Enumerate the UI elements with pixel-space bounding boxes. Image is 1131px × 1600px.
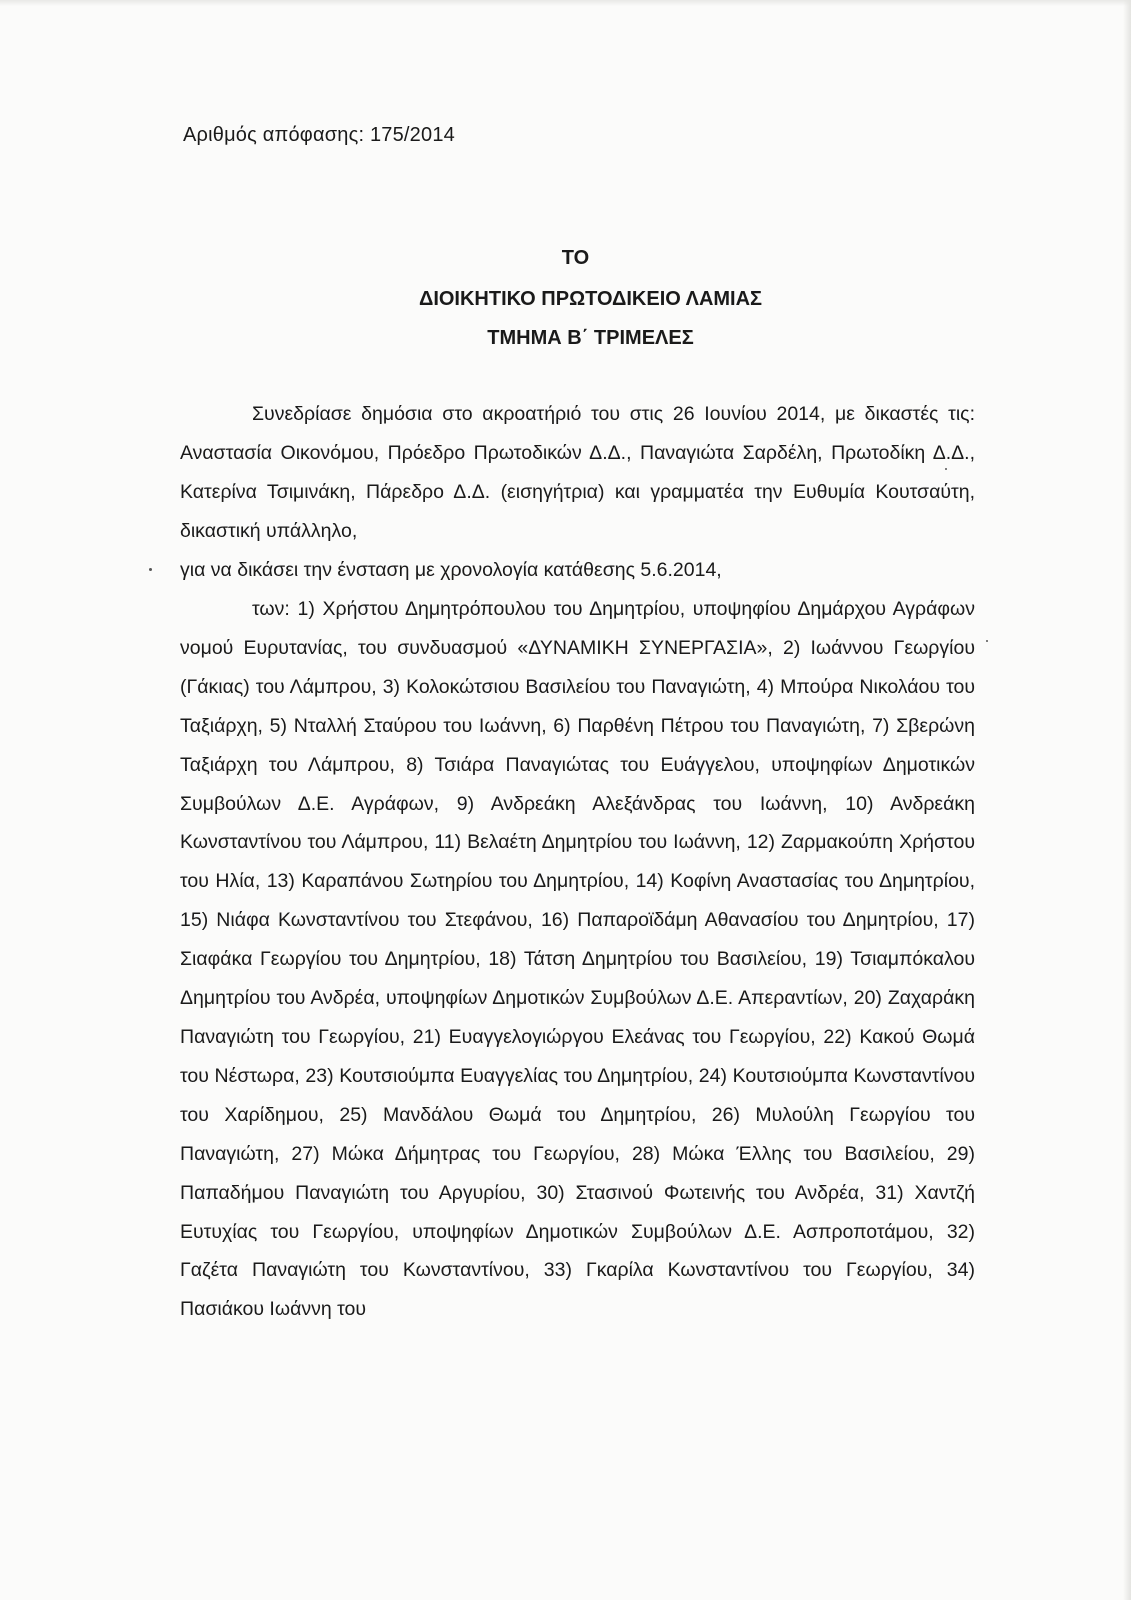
scan-edge-right [1123, 0, 1131, 1600]
scan-speck [945, 468, 947, 470]
heading-court-section: ΤΜΗΜΑ Β΄ ΤΡΙΜΕΛΕΣ [487, 327, 694, 349]
scan-speck [986, 640, 988, 642]
heading-court-name: ΔΙΟΙΚΗΤΙΚΟ ΠΡΩΤΟΔΙΚΕΙΟ ΛΑΜΙΑΣ [418, 288, 763, 310]
parties-paragraph: των: 1) Χρήστου Δημητρόπουλου του Δημητρίου, υποψηφίου Δημάρχου Αγράφων νομού Ευρυτανίας, του συνδυασμού «ΔΥΝΑΜΙΚΗ ΣΥΝΕΡΓΑΣΙΑ», 2) Ιωάννου Γεωργίου (Γάκιας) του Λάμπρου, 3) Κολοκώτσιου Βασιλείου του Παναγιώτη, 4) Μπούρα Νικολάου του Ταξιάρχη, 5) Νταλλή Σταύρου του Ιωάννη, 6) Παρθένη Πέτρου του Παναγιώτη, 7) Σβερώνη Ταξιάρχη του Λάμπρου, 8) Τσιάρα Παναγιώτας του Ευάγγελου, υποψηφίων Δημοτικών Συμβούλων Δ.Ε. Αγράφων, 9) Ανδρεάκη Αλεξάνδρας του Ιωάννη, 10) Ανδρεάκη Κωνσταντίνου του Λάμπρου, 11) Βελαέτη Δημητρίου του Ιωάννη, 12) Ζαρμακούπη Χρήστου του Ηλία, 13) Καραπάνου Σωτηρίου του Δημητρίου, 14) Κοφίνη Αναστασίας του Δημητρίου, 15) Νιάφα Κωνσταντίνου του Στεφάνου, 16) Παπαροϊδάμη Αθανασίου του Δημητρίου, 17) Σιαφάκα Γεωργίου του Δημητρίου, 18) Τάτση Δημητρίου του Βασιλείου, 19) Τσιαμπόκαλου Δημητρίου του Ανδρέα, υποψηφίων Δημοτικών Συμβούλων Δ.Ε. Απεραντίων, 20) Ζαχαράκη Παναγιώτη του Γεωργίου, 21) Ευαγγελογιώργου Ελεάνας του Γεωργίου, 22) Κακού Θωμά του Νέστωρα, 23) Κουτσιούμπα Ευαγγελίας του Δημητρίου, 24) Κουτσιούμπα Κωνσταντίνου του Χαρίδημου, 25) Μανδάλου Θωμά του Δημητρίου, 26) Μυλούλη Γεωργίου του Παναγιώτη, 27) Μώκα Δήμητρας του Γεωργίου, 28) Μώκα Έλλης του Βασιλείου, 29) Παπαδήμου Παναγιώτη του Αργυρίου, 30) Στασινού Φωτεινής του Ανδρέα, 31) Χαντζή Ευτυχίας του Γεωργίου, υποψηφίων Δημοτικών Συμβούλων Δ.Ε. Ασπροποτάμου, 32) Γαζέτα Παναγιώτη του Κωνσταντίνου, 33) Γκαρίλα Κωνσταντίνου του Γεωργίου, 34) Πασιάκου Ιωάννη του [180, 598, 975, 1321]
purpose-paragraph: για να δικάσει την ένσταση με χρονολογία κατάθεσης 5.6.2014, [180, 559, 722, 581]
session-paragraph: Συνεδρίασε δημόσια στο ακροατήριό του στις 26 Ιουνίου 2014, με δικαστές τις: Αναστασία Οικονόμου, Πρόεδρο Πρωτοδικών Δ.Δ., Παναγιώτα Σαρδέλη, Πρωτοδίκη Δ.Δ., Κατερίνα Τσιμινάκη, Πάρεδρο Δ.Δ. (εισηγήτρια) και γραμματέα την Ευθυμία Κουτσαύτη, δικαστική υπάλληλο, [180, 403, 975, 542]
scan-edge-top [0, 0, 1131, 6]
scan-speck [149, 568, 152, 571]
decision-number: Αριθμός απόφασης: 175/2014 [183, 124, 455, 146]
heading-article: ΤΟ [561, 247, 590, 269]
